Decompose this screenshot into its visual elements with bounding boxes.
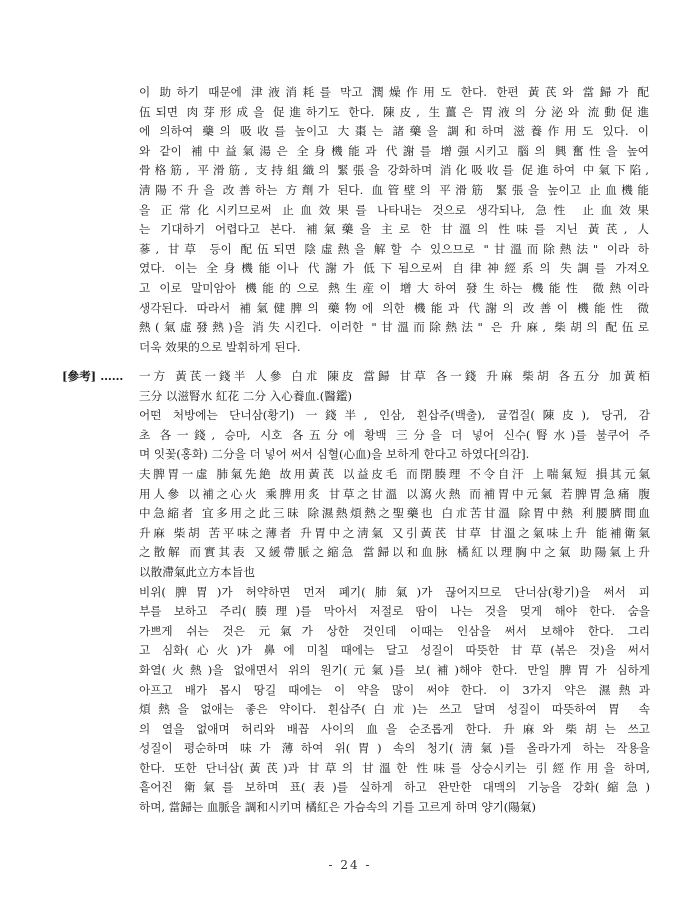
- text-line: 之散解 而實其表 又緩帶脈之縮急 當歸以和血脉 橘紅以理胸中之氣 助陽氣上升: [139, 545, 650, 560]
- text-line: 三分 以滋腎水 紅花 二分 入心養血.(醫鑑): [139, 388, 352, 403]
- text-line: 고 이로 말미암아 機能的으로 熱生産이 增大하여 發生하는 機能性 微熱이라: [139, 280, 649, 295]
- text-line: 하며, 當歸는 血脈을 調和시키며 橘紅은 가슴속의 기를 고르게 하며 양기(陽氣): [139, 800, 537, 815]
- text-line: 蔘, 甘草 등이 配伍되면 陰虛熱을 解할 수 있으므로 "甘溫而除熱法" 이라 하: [139, 241, 649, 256]
- text-line: 에 의하여 藥의 吸收를 높이고 大棗는 諸藥을 調和하며 滋養作用도 있다. 이: [139, 124, 649, 139]
- text-line: 이 助하기 때문에 津液消耗를 막고 潤燥作用도 한다. 한편 黃芪와 當歸가 配: [139, 85, 649, 99]
- text-line: 伍되면 肉芽形成을 促進하기도 한다. 陳皮, 生薑은 胃液의 分泌와 流動促進: [139, 104, 649, 119]
- reference-section: [62, 367, 650, 818]
- text-line: 中急縮者 宜多用之此三昧 除濕熱煩熱之聖藥也 白朮苦甘溫 除胃中熱 利腰臍間血: [139, 506, 650, 521]
- text-line: 의 열을 없애며 허리와 배꼽 사이의 血을 순조롭게 한다. 升麻와 柴胡는 쓰고: [139, 721, 650, 736]
- text-line: 淸陽不升을 改善하는 方劑가 된다. 血管壁의 平滑筋 緊張을 높이고 止血機能: [139, 182, 649, 197]
- text-line: 흩어진 衛氣를 보하며 표(表)를 실하게 하고 완만한 대맥의 기능을 강화(縮急): [139, 780, 650, 795]
- text-line: 升麻 柴胡 苦平味之薄者 升胃中之淸氣 又引黃芪 甘草 甘溫之氣味上升 能補衛氣: [139, 525, 650, 540]
- text-line: 와 같이 補中益氣湯은 全身機能과 代謝를 增强시키고 腦의 興奮性을 높여: [139, 143, 649, 158]
- text-line: 생각된다. 따라서 補氣健脾의 藥物에 의한 機能과 代謝의 改善이 機能性 微: [139, 300, 649, 315]
- reference-header-row: [62, 367, 650, 387]
- main-text-block: [139, 83, 649, 357]
- text-line: 가쁘게 쉬는 것은 元氣가 상한 것인데 이때는 인삼을 써서 보해야 한다. 그리: [139, 623, 650, 638]
- text-line: 夫脾胃一虛 肺氣先絶 故用黃芪 以益皮毛 而閉腠理 不令自汗 上喘氣短 損其元氣: [139, 466, 650, 481]
- text-line: 을 正常化시키므로써 止血效果를 나타내는 것으로 생각되나, 急性 止血效果: [139, 202, 649, 217]
- text-line: 비위(脾胃)가 허약하면 먼저 폐기(肺氣)가 끊어지므로 단너삼(황기)을 써서 피: [139, 584, 650, 599]
- text-line: 한다. 또한 단너삼(黃芪)과 甘草의 甘溫한 性味를 상승시키는 引經作用을 하며,: [139, 760, 650, 775]
- text-line: 以散滯氣此立方本旨也: [139, 564, 255, 579]
- reference-text-block: [139, 387, 650, 818]
- text-line: 부를 보하고 주리(腠理)를 막아서 저절로 땀이 나는 것을 멎게 해야 한다. 숨을: [139, 604, 650, 619]
- text-line: 骨格筋, 平滑筋, 支持組織의 緊張을 강화하며 消化吸收를 促進하여 中氣下陷,: [139, 163, 649, 178]
- text-line: 어떤 처방에는 단너삼(황기) 一錢半, 인삼, 흰삽주(백출), 귤껍질(陳皮), 당귀, 감: [139, 408, 650, 423]
- text-line: 였다. 이는 全身機能이나 代謝가 低下됨으로써 自律神經系의 失調를 가져오: [139, 261, 649, 276]
- text-line: 는 기대하기 어렵다고 본다. 補氣藥을 主로 한 甘溫의 性味를 지닌 黃芪, 人: [139, 222, 649, 237]
- text-line: 用人參 以補之心火 乘脾用炙 甘草之甘溫 以瀉火熱 而補胃中元氣 若脾胃急痛 腹: [139, 486, 650, 501]
- text-line: 화열(火熱)을 없애면서 위의 원기(元氣)를 보(補)해야 한다. 만일 脾胃가 심하게: [139, 662, 650, 677]
- text-line: 熱(氣虛發熱)을 消失시킨다. 이러한 "甘溫而除熱法" 은 升麻, 柴胡의 配伍로: [139, 320, 649, 335]
- text-line: 초 各一錢, 승마, 시호 各五分에 황백 三分을 더 넣어 신수(腎水)를 불쿠어 주: [139, 427, 650, 442]
- text-line: 성질이 평순하며 味가 薄하여 위(胃) 속의 청기(淸氣)를 올라가게 하는 작용을: [139, 741, 650, 756]
- reference-label: [參考] ……: [62, 369, 124, 383]
- text-line: 煩熱을 없애는 좋은 약이다. 흰삽주(白朮)는 쓰고 달며 성질이 따뜻하여 胃 속: [139, 702, 650, 717]
- reference-first-line: 一方 黃芪一錢半 人參 白朮 陳皮 當歸 甘草 各一錢 升麻 柴胡 各五分 加黃栢: [139, 369, 650, 383]
- text-line: 며 잇꽃(홍화) 二分을 더 넣어 써서 심혈(心血)을 보하게 한다고 하였다[의감].: [139, 447, 530, 462]
- text-line: 아프고 배가 몹시 땅길 때에는 이 약을 많이 써야 한다. 이 3가지 약은 濕熱과: [139, 682, 650, 697]
- page-number: - 24 -: [328, 858, 372, 872]
- text-line: 더욱 效果的으로 발휘하게 된다.: [139, 339, 301, 354]
- text-line: 고 심화(心火)가 鼻에 미칠 때에는 달고 성질이 따뜻한 甘草(볶은 것)을 써서: [139, 643, 650, 658]
